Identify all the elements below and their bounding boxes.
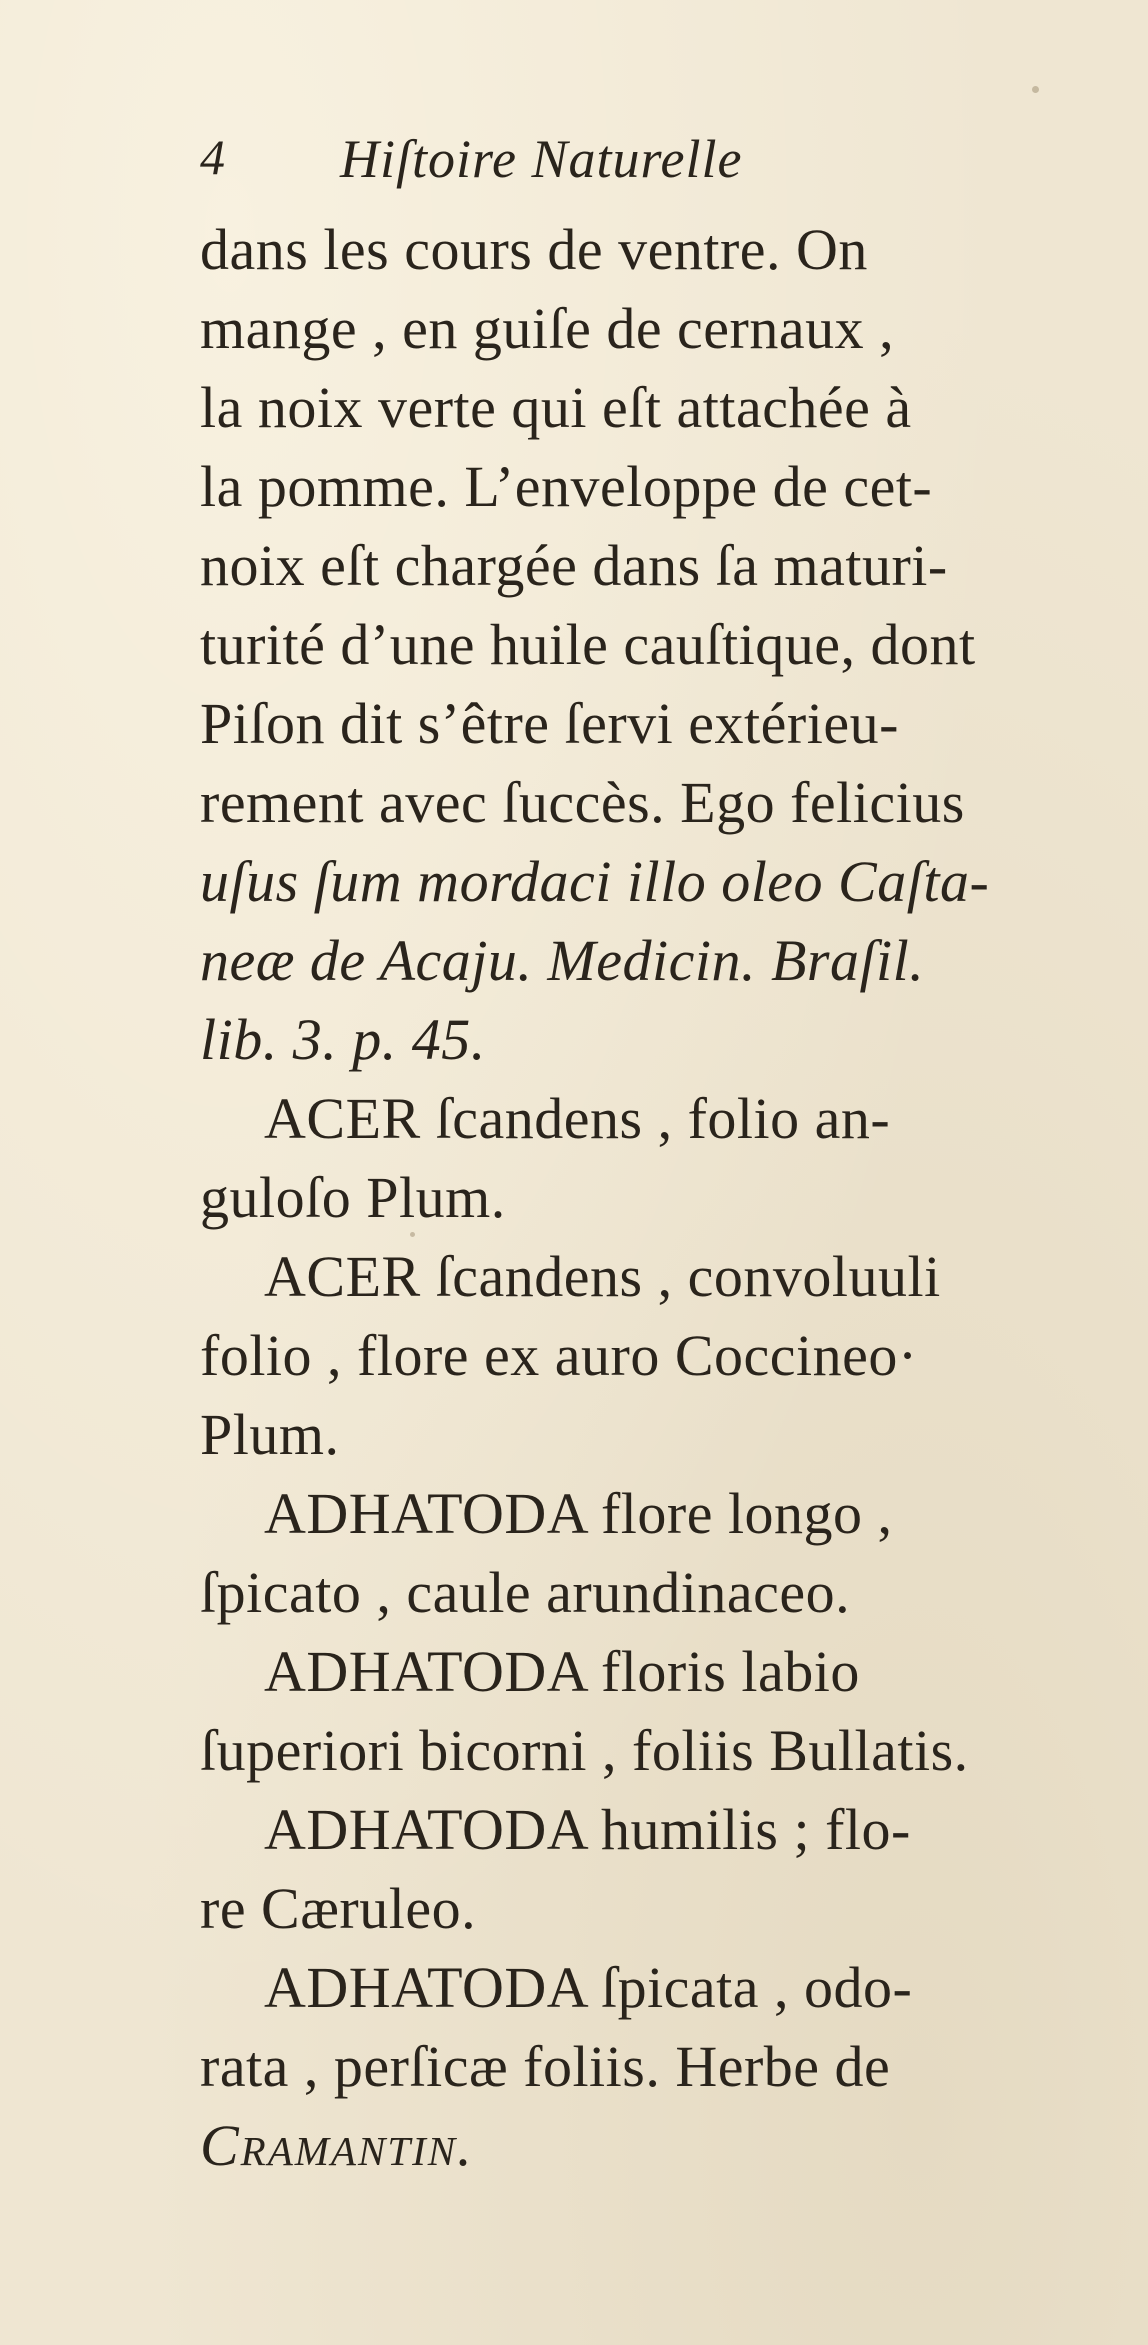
entry-line: guloſo Plum. [200, 1165, 506, 1230]
entry-line: ACER ſcandens , folio an- [264, 1086, 891, 1151]
page-number: 4 [200, 129, 225, 185]
text-line: mange , en guiſe de cernaux , [200, 296, 895, 361]
text-line: la pomme. L’enveloppe de cet- [200, 454, 933, 519]
citation-line: lib. 3. p. 45. [200, 1007, 486, 1072]
text-line: turité d’une huile cauſtique, dont [200, 612, 976, 677]
entry-line: ſuperiori bicorni , foliis Bullatis. [200, 1718, 969, 1783]
entry-line: ſpicato , caule arundinaceo. [200, 1560, 851, 1625]
entry-line: folio , flore ex auro Coccineo· [200, 1323, 918, 1388]
entry-line: Plum. [200, 1402, 340, 1467]
latin-quote-line: uſus ſum mordaci illo oleo Caſta- [200, 849, 990, 914]
text-line: Piſon dit s’être ſervi extérieu- [200, 691, 899, 756]
entry-line: ADHATODA floris labio [264, 1639, 860, 1704]
text-line: noix eſt chargée dans ſa maturi- [200, 533, 948, 598]
latin-quote-line: neæ de Acaju. Medicin. Braſil. [200, 928, 925, 993]
entry-line: re Cæruleo. [200, 1876, 477, 1941]
entry-line: Cramantin. [200, 2113, 474, 2178]
text-line: rement avec ſuccès. Ego felicius [200, 770, 965, 835]
ink-spot [1032, 86, 1039, 93]
entry-line: ADHATODA flore longo , [264, 1481, 893, 1546]
entry-line: ADHATODA ſpicata , odo- [264, 1955, 913, 2020]
running-head [200, 128, 1100, 198]
text-line: dans les cours de ventre. On [200, 217, 868, 282]
entry-line: ADHATODA humilis ; flo- [264, 1797, 911, 1862]
book-title: Hiſtoire Naturelle [340, 129, 743, 189]
entry-line: ACER ſcandens , convoluuli [264, 1244, 941, 1309]
text-line: la noix verte qui eſt attachée à [200, 375, 912, 440]
entry-line: rata , perſicæ foliis. Herbe de [200, 2034, 891, 2099]
body-text [200, 210, 1140, 2185]
